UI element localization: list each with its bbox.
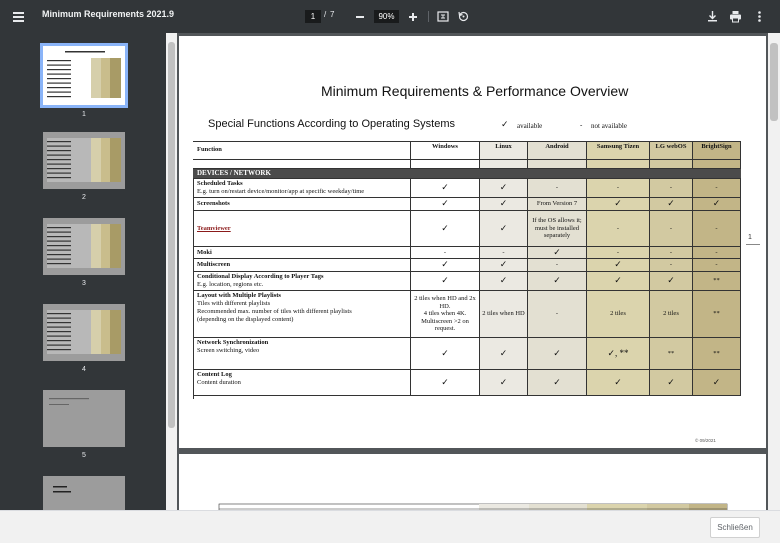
cell-value: - xyxy=(669,224,673,232)
cell-value: ✓ xyxy=(499,376,508,387)
table-row-feature xyxy=(193,259,411,272)
table-cell xyxy=(587,291,650,338)
cell-value: - xyxy=(669,261,673,269)
cell-value: - xyxy=(616,224,620,232)
page-separator: / xyxy=(324,10,327,19)
feature-name: Moki xyxy=(197,248,212,256)
feature-description: E.g. turn on/restart device/monitor/app at specific weekday/time xyxy=(197,188,365,195)
cell-value: ✓ xyxy=(712,198,721,209)
feature-name: Conditional Display According to Player Tags xyxy=(197,273,324,280)
page-thumbnail[interactable] xyxy=(43,390,125,447)
print-icon[interactable] xyxy=(728,9,743,24)
legend-available: available xyxy=(517,122,543,130)
table-cell xyxy=(411,338,480,370)
download-icon[interactable] xyxy=(705,9,720,24)
table-cell xyxy=(693,272,741,291)
table-row-feature xyxy=(193,211,411,247)
cell-value: - xyxy=(715,248,718,256)
copyright-note: © 09/2021 xyxy=(695,438,716,443)
table-spacer-cell xyxy=(650,160,693,169)
column-header: Function xyxy=(193,142,411,160)
column-header: Samsung Tizen xyxy=(587,142,650,160)
page-thumbnail-number: 3 xyxy=(82,280,86,287)
viewer-scrollbar-thumb[interactable] xyxy=(770,43,778,121)
cell-value: ✓ xyxy=(614,275,622,286)
close-button[interactable]: Schließen xyxy=(710,517,760,538)
cell-value: ✓ xyxy=(441,376,449,387)
table-cell xyxy=(693,291,741,338)
table-cell xyxy=(693,370,741,396)
cell-value: From Version 7 xyxy=(536,200,578,208)
document-subheading: Special Functions According to Operating Systems xyxy=(208,118,456,130)
table-cell xyxy=(587,247,650,259)
table-row-feature xyxy=(193,338,411,370)
viewer-scrollbar[interactable] xyxy=(768,33,780,510)
table-cell xyxy=(528,291,587,338)
column-header: Linux xyxy=(480,142,528,160)
document-title: Minimum Requirements 2021.9 xyxy=(42,9,175,19)
table-cell xyxy=(480,259,528,272)
cell-value: - xyxy=(555,184,559,192)
table-cell xyxy=(480,211,528,247)
table-cell xyxy=(480,370,528,396)
cell-value: ✓ xyxy=(667,376,675,387)
table-cell xyxy=(587,272,650,291)
cell-value: ✓ xyxy=(553,347,561,358)
table-row-feature xyxy=(193,272,411,291)
table-cell xyxy=(693,259,741,272)
column-header: LG webOS xyxy=(650,142,693,160)
table-cell xyxy=(650,179,693,198)
cell-value: ✓, ** xyxy=(607,347,629,358)
feature-name: Teamviewer xyxy=(197,224,231,232)
cell-value: ✓ xyxy=(441,198,449,209)
table-cell xyxy=(587,198,650,211)
cell-value: ✓ xyxy=(614,376,622,387)
table-cell xyxy=(528,211,587,247)
zoom-out-icon[interactable] xyxy=(352,9,368,24)
thumbnail-preview xyxy=(43,132,125,189)
page-number-divider xyxy=(746,244,760,245)
page-thumbnail-number: 1 xyxy=(82,111,86,118)
cell-value: 2 tiles when HD xyxy=(482,310,525,318)
cell-value: 2 tiles xyxy=(610,310,626,318)
table-cell xyxy=(587,179,650,198)
sidebar-scrollbar[interactable] xyxy=(166,33,177,510)
legend-available-symbol: ✓ xyxy=(501,119,509,129)
table-cell xyxy=(411,291,480,338)
feature-description: Content duration xyxy=(197,379,241,386)
requirements-table xyxy=(193,141,742,399)
cell-value: - xyxy=(616,184,620,192)
cell-value: ✓ xyxy=(614,198,622,209)
page-number-label: 1 xyxy=(748,234,752,241)
cell-value: - xyxy=(443,248,447,256)
table-cell xyxy=(693,338,741,370)
page-thumbnail-number: 2 xyxy=(82,194,86,201)
cell-value: ✓ xyxy=(441,347,449,358)
cell-value: 2 tiles xyxy=(663,310,679,318)
cell-value: ** xyxy=(713,277,720,285)
feature-description: Screen switching, video xyxy=(197,347,260,354)
column-header: Android xyxy=(528,142,587,160)
page-thumbnail[interactable] xyxy=(43,218,125,275)
table-cell xyxy=(693,198,741,211)
cell-value: - xyxy=(669,184,673,192)
table-cell xyxy=(650,370,693,396)
document-page xyxy=(179,36,766,448)
cell-value: ✓ xyxy=(499,275,508,286)
page-thumbnail-number: 4 xyxy=(82,366,86,373)
thumbnail-preview xyxy=(43,46,125,105)
sidebar-scrollbar-thumb[interactable] xyxy=(168,42,175,428)
cell-value: ✓ xyxy=(441,259,449,270)
table-cell xyxy=(693,247,741,259)
column-header: Windows xyxy=(411,142,480,160)
table-cell xyxy=(528,247,587,259)
column-header: BrightSign xyxy=(693,142,741,160)
table-cell xyxy=(411,198,480,211)
cell-value: If the OS allows it; must be installed separately xyxy=(532,217,582,240)
fit-page-icon[interactable] xyxy=(436,9,451,24)
feature-description: Tiles with different playlists xyxy=(197,300,271,307)
cell-value: - xyxy=(502,248,505,256)
table-spacer-cell xyxy=(411,160,480,169)
feature-description: Recommended max. number of tiles with different playlists xyxy=(197,308,352,315)
cell-value: ✓ xyxy=(553,376,561,387)
table-cell xyxy=(528,272,587,291)
page-thumbnail-number: 5 xyxy=(82,452,86,459)
toolbar xyxy=(0,0,780,33)
table-cell xyxy=(650,211,693,247)
rotate-icon[interactable] xyxy=(456,9,471,24)
table-cell xyxy=(650,272,693,291)
table-cell xyxy=(528,259,587,272)
table-spacer-cell xyxy=(528,160,587,169)
feature-description: E.g. location, regions etc. xyxy=(197,281,264,288)
feature-name: Layout with Multiple Playlists xyxy=(197,292,281,299)
table-cell xyxy=(693,211,741,247)
table-cell xyxy=(480,291,528,338)
cell-value: 2 tiles when HD and 2x HD. 4 tiles when 4K. Multiscreen >2 on request. xyxy=(414,295,476,333)
cell-value: - xyxy=(555,310,559,318)
cell-value: ✓ xyxy=(499,347,508,358)
thumbnail-preview xyxy=(43,304,125,361)
table-spacer-cell xyxy=(193,160,411,169)
menu-icon[interactable] xyxy=(11,9,31,25)
feature-name: Scheduled Tasks xyxy=(197,180,243,187)
feature-name: Content Log xyxy=(197,371,232,378)
table-spacer-cell xyxy=(693,160,741,169)
table-cell xyxy=(411,179,480,198)
cell-value: ✓ xyxy=(499,182,508,193)
cell-value: - xyxy=(715,261,718,269)
cell-value: - xyxy=(715,224,718,232)
table-cell xyxy=(587,338,650,370)
table-cell xyxy=(411,272,480,291)
page-thumbnail[interactable] xyxy=(40,43,128,108)
table-row-feature xyxy=(193,179,411,198)
table-spacer-cell xyxy=(587,160,650,169)
document-viewer xyxy=(177,33,768,510)
table-cell xyxy=(411,370,480,396)
table-cell xyxy=(528,198,587,211)
cell-value: ✓ xyxy=(441,275,449,286)
cell-value: ✓ xyxy=(712,376,721,387)
table-row-feature xyxy=(193,247,411,259)
cell-value: - xyxy=(555,261,559,269)
table-cell xyxy=(650,259,693,272)
zoom-in-icon[interactable] xyxy=(405,9,421,24)
table-section-header: DEVICES / NETWORK xyxy=(193,169,741,179)
table-cell xyxy=(650,338,693,370)
table-cell xyxy=(411,259,480,272)
table-cell xyxy=(480,198,528,211)
page-total: 7 xyxy=(330,10,335,19)
table-cell xyxy=(587,211,650,247)
cell-value: - xyxy=(669,248,673,256)
table-cell xyxy=(480,272,528,291)
table-row-feature xyxy=(193,291,411,338)
zoom-level-input[interactable]: 90% xyxy=(374,10,399,23)
more-icon[interactable] xyxy=(752,9,767,24)
document-heading: Minimum Requirements & Performance Overview xyxy=(321,83,629,99)
cell-value: ** xyxy=(713,349,720,357)
feature-name: Multiscreen xyxy=(197,261,231,268)
cell-value: ✓ xyxy=(441,222,449,233)
feature-name: Network Synchronization xyxy=(197,339,269,346)
table-cell xyxy=(411,247,480,259)
cell-value: ✓ xyxy=(499,222,508,233)
table-cell xyxy=(650,198,693,211)
table-cell xyxy=(693,179,741,198)
dialog-footer xyxy=(0,510,780,543)
page-thumbnail[interactable] xyxy=(43,304,125,361)
cell-value: ✓ xyxy=(441,182,449,193)
cell-value: - xyxy=(616,248,620,256)
cell-value: ✓ xyxy=(499,198,508,209)
table-cell xyxy=(528,179,587,198)
cell-value: ** xyxy=(667,349,675,357)
thumbnail-preview xyxy=(43,218,125,275)
table-cell xyxy=(411,211,480,247)
table-row-feature xyxy=(193,198,411,211)
cell-value: ** xyxy=(713,310,720,318)
cell-value: ✓ xyxy=(667,275,675,286)
table-cell xyxy=(587,259,650,272)
cell-value: ✓ xyxy=(614,259,622,270)
cell-value: ✓ xyxy=(499,259,508,270)
page-number-input[interactable]: 1 xyxy=(305,10,321,23)
table-cell xyxy=(587,370,650,396)
table-row-feature xyxy=(193,370,411,396)
thumbnail-sidebar xyxy=(0,33,166,510)
table-cell xyxy=(480,179,528,198)
table-cell xyxy=(480,338,528,370)
table-cell xyxy=(528,370,587,396)
cell-value: - xyxy=(715,184,718,192)
cell-value: ✓ xyxy=(667,198,675,209)
cell-value: ✓ xyxy=(553,275,561,286)
thumbnail-preview xyxy=(43,390,125,447)
legend-not-available: not available xyxy=(591,122,627,130)
legend-not-available-symbol: - xyxy=(580,121,583,129)
toolbar-divider xyxy=(428,11,429,22)
table-cell xyxy=(650,291,693,338)
table-cell xyxy=(528,338,587,370)
table-cell xyxy=(650,247,693,259)
page-thumbnail[interactable] xyxy=(43,132,125,189)
table-cell xyxy=(480,247,528,259)
table-spacer-cell xyxy=(480,160,528,169)
feature-name: Screenshots xyxy=(197,200,230,207)
cell-value: ✓ xyxy=(553,246,561,257)
feature-description: (depending on the displayed content) xyxy=(197,316,294,323)
